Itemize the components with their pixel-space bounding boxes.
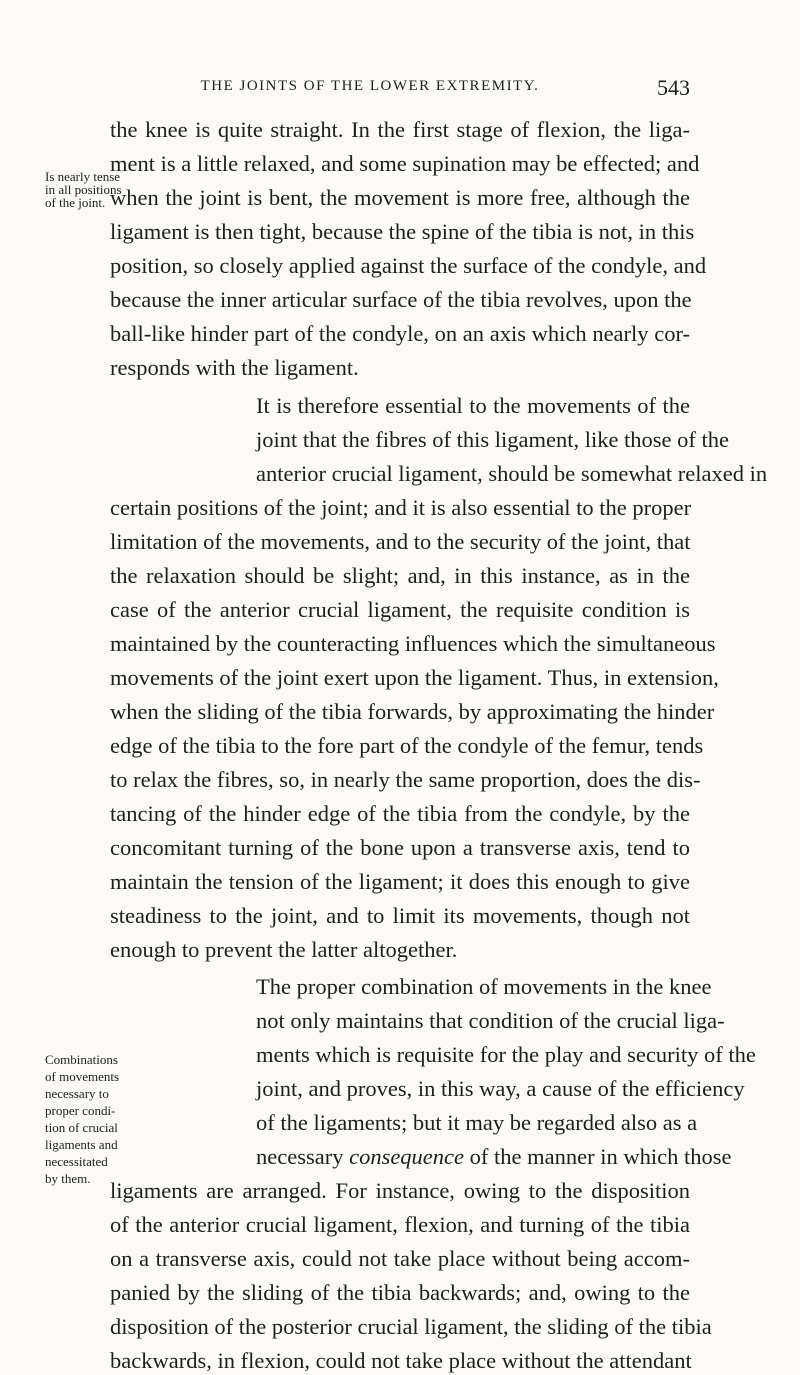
text-line: joint that the fibres of this ligament, like those of the — [256, 427, 730, 452]
text-line: edge of the tibia to the fore part of the condyle of the femur, tends — [110, 733, 704, 758]
text-line: case of the anterior crucial ligament, the requisite condition is — [110, 597, 690, 622]
side-note: of movements — [45, 1069, 120, 1084]
text-line: maintained by the counteracting influences which the simultaneous — [110, 631, 716, 656]
text-line: ball-like hinder part of the condyle, on an axis which nearly cor- — [110, 321, 690, 346]
side-note: by them. — [45, 1171, 91, 1186]
running-header: THE JOINTS OF THE LOWER EXTREMITY. — [200, 78, 540, 94]
side-note: in all positions — [45, 182, 122, 197]
text-line: when the sliding of the tibia forwards, by approximating the hinder — [110, 699, 715, 724]
text-line: ments which is requisite for the play and security of the — [256, 1042, 756, 1067]
text-line: backwards, in flexion, could not take place without the attendant — [110, 1348, 692, 1373]
text-line: enough to prevent the latter altogether. — [110, 937, 458, 962]
text-run: of the manner in which those — [464, 1144, 732, 1169]
side-note: tion of crucial — [45, 1120, 118, 1135]
text-line: ligament is then tight, because the spine of the tibia is not, in this — [110, 219, 695, 244]
side-note: Is nearly tense — [45, 169, 121, 184]
text-line: maintain the tension of the ligament; it does this enough to give — [110, 869, 690, 894]
text-line: on a transverse axis, could not take place without being accom- — [110, 1246, 690, 1271]
text-line: tancing of the hinder edge of the tibia from the condyle, by the — [110, 801, 690, 826]
text-line: The proper combination of movements in the knee — [256, 974, 712, 999]
text-line: when the joint is bent, the movement is more free, although the — [110, 185, 690, 210]
text-line: of the ligaments; but it may be regarded also as a — [256, 1110, 698, 1135]
side-note: ligaments and — [45, 1137, 118, 1152]
text-line: position, so closely applied against the surface of the condyle, and — [110, 253, 707, 278]
text-line: steadiness to the joint, and to limit its movements, though not — [110, 903, 690, 928]
side-note: proper condi- — [45, 1103, 116, 1118]
text-line: It is therefore essential to the movements of the — [256, 393, 690, 418]
text-run: necessary — [256, 1144, 350, 1169]
side-note: of the joint. — [45, 195, 106, 210]
text-line: of the anterior crucial ligament, flexion, and turning of the tibia — [110, 1212, 690, 1237]
text-line: to relax the fibres, so, in nearly the same proportion, does the dis- — [110, 767, 701, 792]
text-line: disposition of the posterior crucial ligament, the sliding of the tibia — [110, 1314, 712, 1339]
text-line: certain positions of the joint; and it is also essential to the proper — [110, 495, 692, 520]
text-line: anterior crucial ligament, should be somewhat relaxed in — [256, 461, 768, 486]
text-line: the relaxation should be slight; and, in this instance, as in the — [110, 563, 690, 588]
text-line: limitation of the movements, and to the security of the joint, that — [110, 529, 691, 554]
text-line: ment is a little relaxed, and some supination may be effected; and — [110, 151, 700, 176]
side-note: necessitated — [45, 1154, 108, 1169]
text-line: because the inner articular surface of the tibia revolves, upon the — [110, 287, 692, 312]
emphasis: consequence — [349, 1144, 465, 1169]
side-note: Combinations — [45, 1052, 118, 1067]
side-note: necessary to — [45, 1086, 109, 1101]
text-line: concomitant turning of the bone upon a transverse axis, tend to — [110, 835, 690, 860]
text-line — [256, 1144, 732, 1170]
text-line: the knee is quite straight. In the first stage of flexion, the liga- — [110, 117, 690, 142]
text-line: joint, and proves, in this way, a cause of the efficiency — [256, 1076, 745, 1101]
text-line: responds with the ligament. — [110, 355, 359, 380]
page-number: 543 — [657, 75, 690, 100]
text-line: not only maintains that condition of the crucial liga- — [256, 1008, 725, 1033]
text-line: ligaments are arranged. For instance, owing to the disposition — [110, 1178, 690, 1203]
text-line: movements of the joint exert upon the ligament. Thus, in extension, — [110, 665, 719, 690]
text-line: panied by the sliding of the tibia backwards; and, owing to the — [110, 1280, 690, 1305]
